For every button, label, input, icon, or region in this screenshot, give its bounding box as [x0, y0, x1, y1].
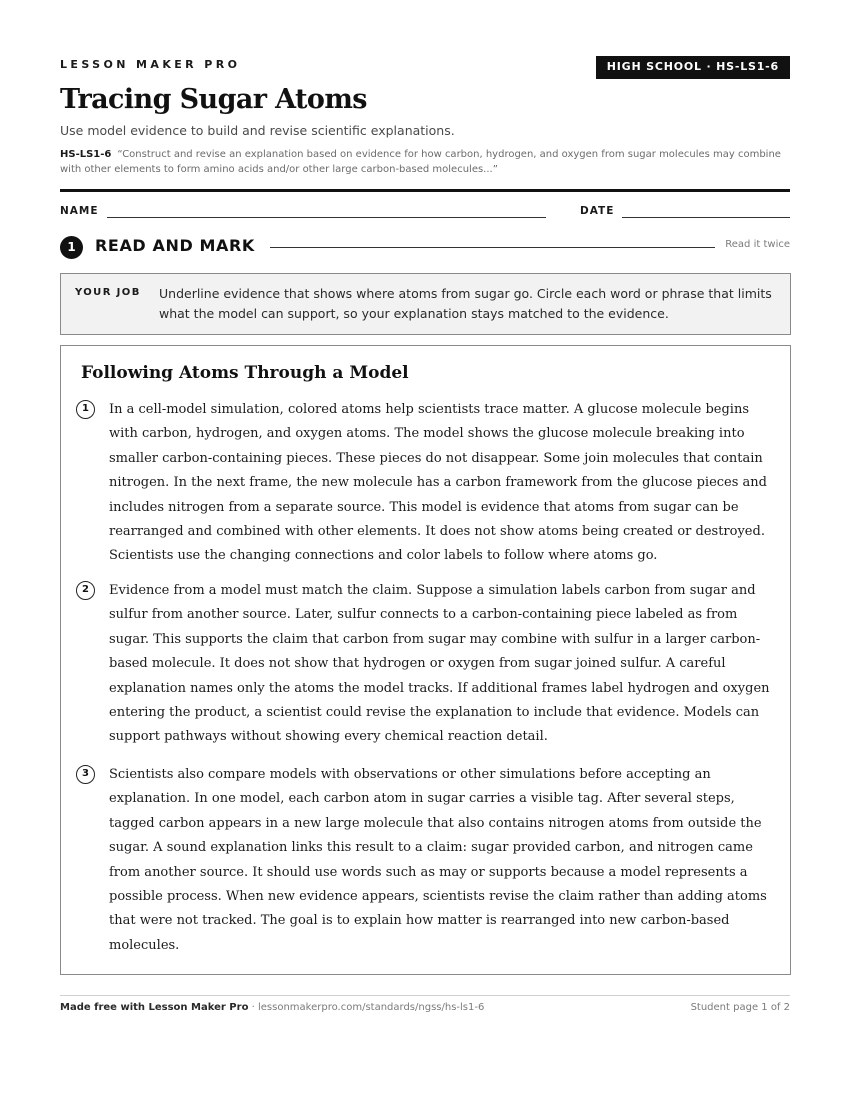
section-title: READ AND MARK — [95, 236, 255, 255]
name-label: NAME — [60, 205, 99, 217]
footer-made-with: Made free with Lesson Maker Pro — [60, 1002, 249, 1013]
section-note: Read it twice — [725, 239, 790, 250]
name-field[interactable] — [107, 217, 546, 218]
standard-code: HS-LS1-6 — [60, 149, 112, 160]
paragraph-number: 1 — [76, 400, 95, 419]
paragraph-text[interactable]: Evidence from a model must match the claim. Suppose a simulation labels carbon from sugar and sulfur from another source. Later, sulfur connects to a carbon-containing piece labeled as from sugar. This supports the claim that carbon from sugar may combine with sulfur in a larger carbon-based molecule. It does not show that hydrogen or oxygen from sugar joined sulfur. A careful explanation names only the atoms the model tracks. If additional frames label hydrogen and oxygen entering the product, a scientist could revise the explanation to include that evidence. Models can support pathways without showing every chemical reaction detail. — [109, 583, 770, 745]
paragraph-1 — [76, 398, 776, 570]
paragraph-number: 2 — [76, 581, 95, 600]
grade-badge: HIGH SCHOOL · HS-LS1-6 — [596, 56, 790, 79]
footer-url[interactable]: lessonmakerpro.com/standards/ngss/hs-ls1-6 — [257, 1002, 485, 1013]
footer-separator: · — [248, 1002, 258, 1013]
date-label: DATE — [580, 205, 615, 217]
page-subtitle: Use model evidence to build and revise scientific explanations. — [60, 123, 455, 138]
your-job-box — [60, 273, 791, 335]
standard-statement — [60, 147, 790, 177]
paragraph-text[interactable]: Scientists also compare models with observations or other simulations before accepting an explanation. In one model, each carbon atom in sugar carries a visible tag. After several steps, tagged carbon appears in a new large molecule that also contains nitrogen atoms from outside the sugar. A sound explanation links this result to a claim: sugar provided carbon, and nitrogen came from another source. It should use words such as may or supports because a model represents a possible process. When new evidence appears, scientists revise the claim rather than adding atoms that were not tracked. The goal is to explain how matter is rearranged into new carbon-based molecules. — [109, 767, 767, 953]
paragraph-text[interactable]: In a cell-model simulation, colored atoms help scientists trace matter. A glucose molecule begins with carbon, hydrogen, and oxygen atoms. The model shows the glucose molecule breaking into smaller carbon-containing pieces. These pieces do not disappear. Some join molecules that contain nitrogen. In the next frame, the new molecule has a carbon framework from the glucose pieces and includes nitrogen from a separate source. This model is evidence that atoms from sugar can be rearranged and combined with other elements. It does not show atoms being created or destroyed. Scientists use the changing connections and color labels to follow where atoms go. — [109, 402, 767, 564]
name-date-row — [60, 205, 790, 221]
footer-divider — [60, 995, 790, 996]
reading-passage — [60, 345, 791, 975]
header-row — [60, 56, 790, 80]
your-job-label: YOUR JOB — [75, 287, 141, 298]
footer-credit — [60, 1002, 484, 1013]
paragraph-3 — [76, 763, 776, 963]
page-title: Tracing Sugar Atoms — [60, 84, 367, 115]
your-job-text: Underline evidence that shows where atoms from sugar go. Circle each word or phrase that limits what the model can support, so your explanation stays matched to the evidence. — [159, 286, 772, 321]
section-header — [60, 235, 790, 259]
standard-text: “Construct and revise an explanation based on evidence for how carbon, hydrogen, and oxygen from sugar molecules may combine with other elements to form amino acids and/or other large carbon-based molecules...” — [60, 149, 781, 175]
date-field[interactable] — [622, 217, 790, 218]
reading-title: Following Atoms Through a Model — [81, 363, 409, 383]
section-divider — [270, 247, 715, 248]
header-divider — [60, 189, 790, 192]
page-number: Student page 1 of 2 — [690, 1002, 790, 1013]
brand-name: LESSON MAKER PRO — [60, 58, 241, 71]
paragraph-number: 3 — [76, 765, 95, 784]
paragraph-2 — [76, 579, 776, 751]
section-number-badge: 1 — [60, 236, 83, 259]
